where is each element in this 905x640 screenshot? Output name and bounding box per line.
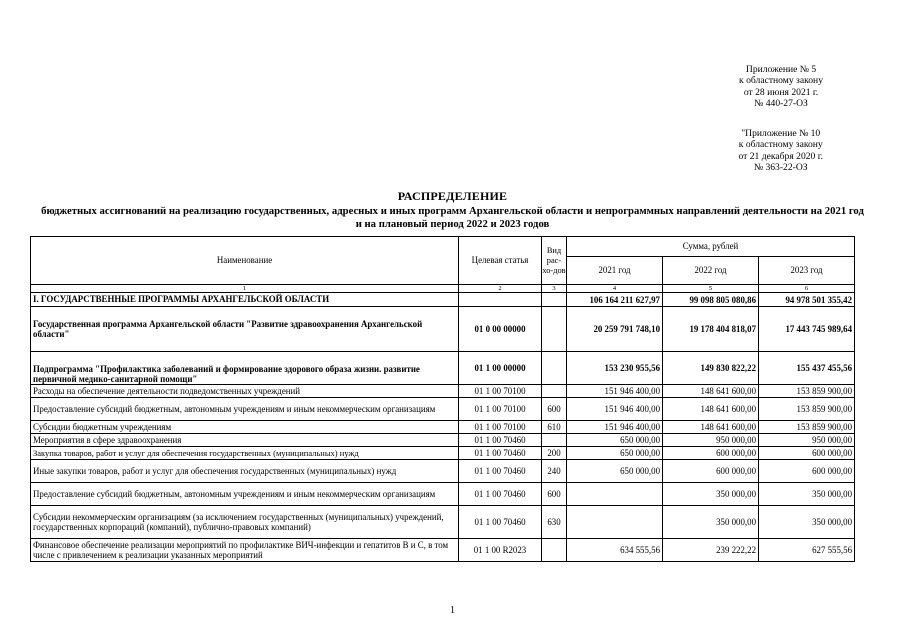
row-2023: 153 859 900,00 — [759, 385, 855, 398]
row-2023: 153 859 900,00 — [759, 421, 855, 434]
annex-line: к областному закону — [738, 139, 823, 151]
row-code: 01 1 00 70100 — [459, 421, 542, 434]
table-row — [31, 352, 855, 385]
row-2023: 600 000,00 — [759, 447, 855, 460]
row-name: Государственная программа Архангельской области "Развитие здравоохранения Архангельской области" — [31, 307, 459, 352]
table-row — [31, 460, 855, 483]
row-type: 200 — [542, 447, 567, 460]
row-2022: 350 000,00 — [663, 483, 759, 506]
page-number: 1 — [450, 605, 455, 616]
document-title: РАСПРЕДЕЛЕНИЕ — [397, 189, 508, 203]
header-2022: 2022 год — [663, 257, 759, 285]
row-2023: 17 443 745 989,64 — [759, 307, 855, 352]
column-index: 5 — [663, 285, 759, 293]
header-2021: 2021 год — [567, 257, 663, 285]
row-type: 240 — [542, 460, 567, 483]
row-2021: 20 259 791 748,10 — [567, 307, 663, 352]
row-type — [542, 434, 567, 447]
row-name: Иные закупки товаров, работ и услуг для обеспечения государственных (муниципальных) нужд — [31, 460, 459, 483]
row-code — [459, 293, 542, 307]
row-2021: 650 000,00 — [567, 434, 663, 447]
annex-line: № 363-22-ОЗ — [753, 162, 808, 174]
annex-note-5 — [739, 64, 823, 110]
header-sum: Сумма, рублей — [567, 237, 855, 257]
row-type — [542, 385, 567, 398]
row-2022: 350 000,00 — [663, 506, 759, 539]
table-row — [31, 434, 855, 447]
row-name: Субсидии бюджетным учреждениям — [31, 421, 459, 434]
table-row — [31, 421, 855, 434]
row-2023: 94 978 501 355,42 — [759, 293, 855, 307]
annex-line: № 440-27-ОЗ — [754, 98, 808, 110]
annex-note-10 — [739, 128, 824, 174]
row-2023: 350 000,00 — [759, 483, 855, 506]
table-row — [31, 483, 855, 506]
row-name: Расходы на обеспечение деятельности подведомственных учреждений — [31, 385, 459, 398]
row-type: 600 — [542, 483, 567, 506]
row-2022: 600 000,00 — [663, 447, 759, 460]
row-2023: 350 000,00 — [759, 506, 855, 539]
row-code: 01 1 00 70460 — [459, 506, 542, 539]
row-type — [542, 307, 567, 352]
row-2021 — [567, 506, 663, 539]
row-2023: 627 555,56 — [759, 539, 855, 562]
row-2021 — [567, 483, 663, 506]
row-2022: 148 641 600,00 — [663, 398, 759, 421]
table-row — [31, 539, 855, 562]
row-2023: 600 000,00 — [759, 460, 855, 483]
table-row — [31, 398, 855, 421]
annex-line: "Приложение № 10 — [741, 128, 821, 139]
row-2022: 950 000,00 — [663, 434, 759, 447]
row-2021: 151 946 400,00 — [567, 398, 663, 421]
row-type — [542, 293, 567, 307]
row-name: Предоставление субсидий бюджетным, автономным учреждениям и иным некоммерческим организациям — [31, 483, 459, 506]
row-type: 630 — [542, 506, 567, 539]
row-name: Мероприятия в сфере здравоохранения — [31, 434, 459, 447]
row-2022: 148 641 600,00 — [663, 385, 759, 398]
row-2022: 148 641 600,00 — [663, 421, 759, 434]
header-type: Вид рас-хо-дов — [542, 237, 567, 285]
row-2023: 155 437 455,56 — [759, 352, 855, 385]
column-index: 1 — [31, 285, 459, 293]
row-code: 01 1 00 70460 — [459, 483, 542, 506]
row-2021: 634 555,56 — [567, 539, 663, 562]
annex-line: к областному закону — [739, 75, 823, 87]
document-subtitle: бюджетных ассигнований на реализацию государственных, адресных и иных программ Архангельской области и непрограммных направлений деятельности на 2021 год и на плановый период 2022 и 2023 годов — [41, 205, 864, 231]
row-2022: 99 098 805 080,86 — [663, 293, 759, 307]
row-code: 01 1 00 70460 — [459, 434, 542, 447]
header-name: Наименование — [31, 237, 459, 285]
column-index: 6 — [759, 285, 855, 293]
annex-line: от 21 декабря 2020 г. — [738, 150, 823, 162]
header-code: Целевая статья — [459, 237, 542, 285]
row-name: Субсидии некоммерческим организациям (за исключением государственных (муниципальных) учреждений, государственных корпораций (компаний), публично-правовых компаний) — [31, 506, 459, 539]
row-code: 01 1 00 70100 — [459, 398, 542, 421]
row-2022: 600 000,00 — [663, 460, 759, 483]
column-index: 2 — [459, 285, 542, 293]
table-row — [31, 385, 855, 398]
row-type — [542, 539, 567, 562]
annex-line: от 28 июня 2021 г. — [743, 86, 819, 98]
row-type — [542, 352, 567, 385]
row-2022: 239 222,22 — [663, 539, 759, 562]
column-index: 4 — [567, 285, 663, 293]
row-2021: 650 000,00 — [567, 447, 663, 460]
row-type: 610 — [542, 421, 567, 434]
table-row — [31, 506, 855, 539]
row-code: 01 1 00 R2023 — [459, 539, 542, 562]
header-2023: 2023 год — [759, 257, 855, 285]
annex-line: Приложение № 5 — [745, 64, 817, 75]
table-row — [31, 447, 855, 460]
row-2021: 153 230 955,56 — [567, 352, 663, 385]
row-code: 01 1 00 70100 — [459, 385, 542, 398]
row-2021: 650 000,00 — [567, 460, 663, 483]
row-code: 01 1 00 70460 — [459, 447, 542, 460]
row-2023: 950 000,00 — [759, 434, 855, 447]
row-2022: 149 830 822,22 — [663, 352, 759, 385]
row-2021: 106 164 211 627,97 — [567, 293, 663, 307]
budget-table — [30, 236, 855, 562]
row-2022: 19 178 404 818,07 — [663, 307, 759, 352]
row-2023: 153 859 900,00 — [759, 398, 855, 421]
row-code: 01 0 00 00000 — [459, 307, 542, 352]
table-row — [31, 307, 855, 352]
row-name: Закупка товаров, работ и услуг для обеспечения государственных (муниципальных) нужд — [31, 447, 459, 460]
row-name: Предоставление субсидий бюджетным, автономным учреждениям и иным некоммерческим организациям — [31, 398, 459, 421]
row-code: 01 1 00 70460 — [459, 460, 542, 483]
row-name: I. ГОСУДАРСТВЕННЫЕ ПРОГРАММЫ АРХАНГЕЛЬСКОЙ ОБЛАСТИ — [31, 293, 459, 307]
row-2021: 151 946 400,00 — [567, 385, 663, 398]
column-index: 3 — [542, 285, 567, 293]
row-code: 01 1 00 00000 — [459, 352, 542, 385]
row-name: Финансовое обеспечение реализации мероприятий по профилактике ВИЧ-инфекции и гепатитов В и С, в том числе с привлечением к реализации указанных мероприятий — [31, 539, 459, 562]
row-name: Подпрограмма "Профилактика заболеваний и формирование здорового образа жизни. развитие первичной медико-санитарной помощи" — [31, 352, 459, 385]
table-row — [31, 293, 855, 307]
row-2021: 151 946 400,00 — [567, 421, 663, 434]
row-type: 600 — [542, 398, 567, 421]
